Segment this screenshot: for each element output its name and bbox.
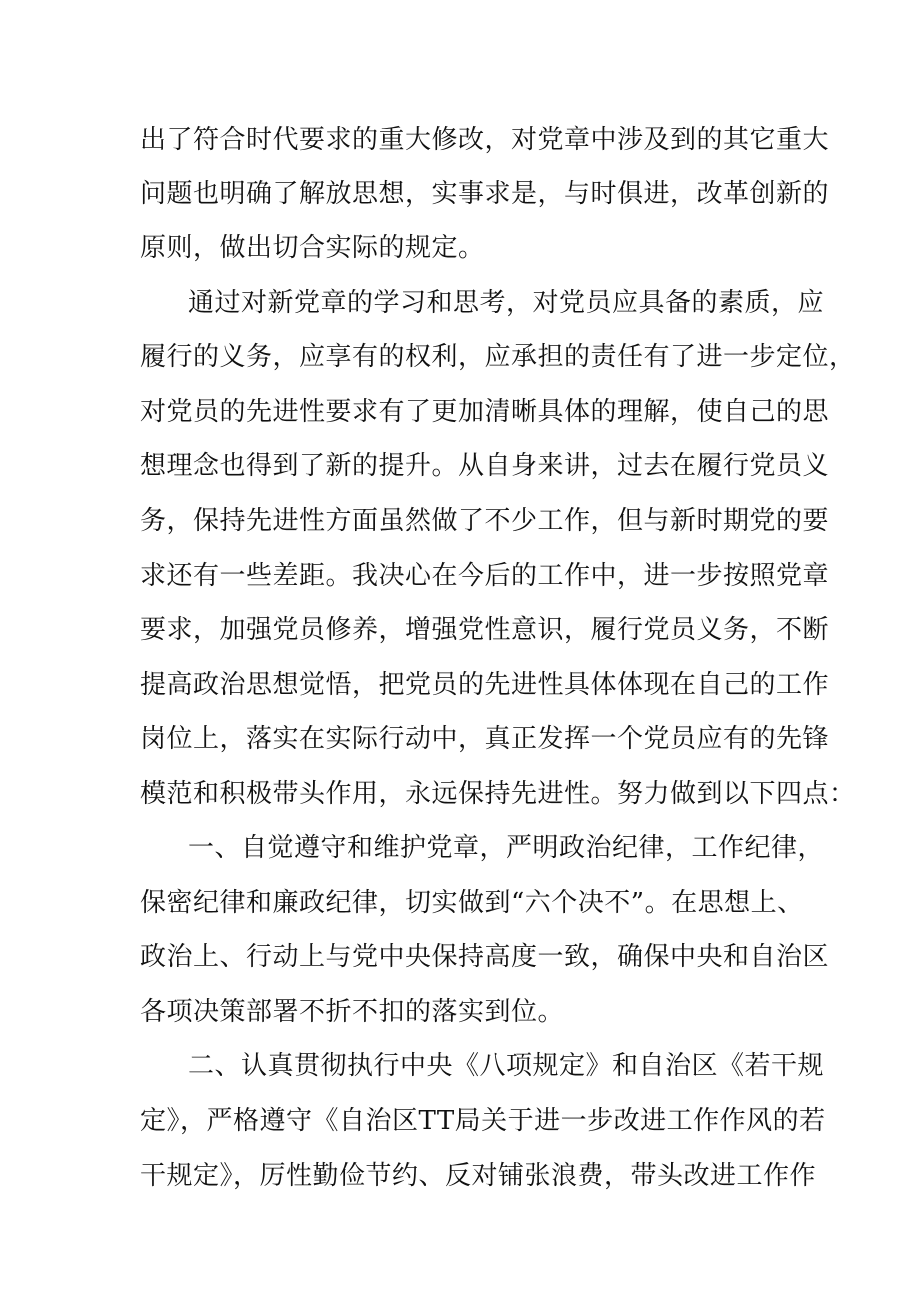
text-line: 问题也明确了解放思想，实事求是，与时俱进，改革创新的 (140, 179, 830, 209)
text-line: 务，保持先进性方面虽然做了不少工作，但与新时期党的要 (140, 506, 830, 536)
text-line: 一、自觉遵守和维护党章，严明政治纪律，工作纪律， (188, 833, 825, 863)
text-line: 出了符合时代要求的重大修改，对党章中涉及到的其它重大 (140, 125, 830, 155)
text-line: 提高政治思想觉悟，把党员的先进性具体体现在自己的工作 (140, 670, 830, 700)
text-line: 模范和积极带头作用，永远保持先进性。努力做到以下四点： (140, 779, 856, 809)
text-line: 干规定》，厉性勤俭节约、反对铺张浪费，带头改进工作作 (140, 1161, 817, 1191)
text-line: 各项决策部署不折不扣的落实到位。 (140, 997, 565, 1027)
text-line: 定》，严格遵守《自治区TT局关于进一步改进工作作风的若 (140, 1106, 826, 1136)
text-line: 政治上、行动上与党中央保持高度一致，确保中央和自治区 (140, 942, 830, 972)
text-line: 求还有一些差距。我决心在今后的工作中，进一步按照党章 (140, 561, 830, 591)
text-line: 通过对新党章的学习和思考，对党员应具备的素质，应 (188, 288, 825, 318)
text-line: 履行的义务，应享有的权利，应承担的责任有了进一步定位， (140, 342, 856, 372)
text-line: 对党员的先进性要求有了更加清晰具体的理解，使自己的思 (140, 397, 830, 427)
text-line: 原则，做出切合实际的规定。 (140, 233, 485, 263)
text-line: 想理念也得到了新的提升。从自身来讲，过去在履行党员义 (140, 451, 830, 481)
text-line: 二、认真贯彻执行中央《八项规定》和自治区《若干规 (188, 1051, 825, 1081)
text-line: 保密纪律和廉政纪律，切实做到“六个决不”。在思想上、 (140, 888, 804, 918)
text-line: 岗位上，落实在实际行动中，真正发挥一个党员应有的先锋 (140, 724, 830, 754)
text-line: 要求，加强党员修养，增强党性意识，履行党员义务，不断 (140, 615, 830, 645)
